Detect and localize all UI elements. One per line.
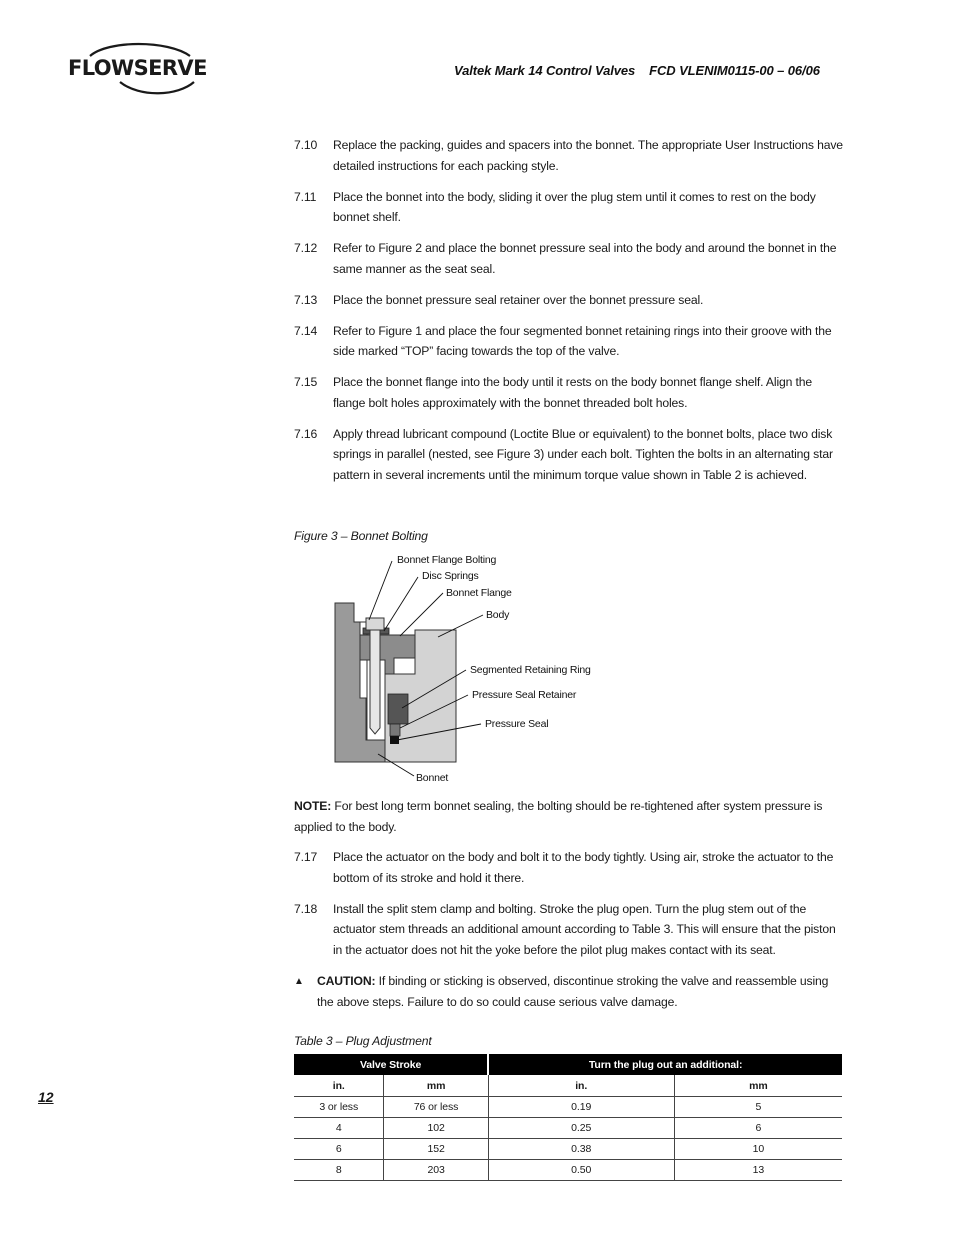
step-item	[294, 372, 846, 413]
label-disc-springs: Disc Springs	[422, 570, 479, 582]
table-cell: 0.38	[488, 1139, 674, 1160]
table-caption: Table 3 – Plug Adjustment	[294, 1034, 432, 1048]
step-number: 7.11	[294, 189, 317, 204]
step-item	[294, 424, 846, 486]
note-text: For best long term bonnet sealing, the bolting should be re-tightened after system pressure is applied to the body.	[294, 799, 823, 834]
caution-paragraph	[294, 971, 846, 1012]
step-number: 7.13	[294, 292, 318, 307]
note-lead: NOTE:	[294, 799, 332, 813]
table-cell: 13	[674, 1160, 842, 1181]
label-body: Body	[486, 609, 510, 621]
steps-list-b	[294, 847, 846, 971]
step-item	[294, 899, 846, 961]
column-header: mm	[674, 1075, 842, 1097]
warning-triangle-icon: ▲	[294, 976, 304, 987]
table-cell: 3 or less	[294, 1097, 384, 1118]
step-number: 7.17	[294, 850, 318, 864]
table-cell: 102	[384, 1118, 488, 1139]
step-text: Replace the packing, guides and spacers into the bonnet. The appropriate User Instructions have detailed instructions for each packing style.	[333, 138, 843, 173]
bonnet-flange-shape	[360, 635, 415, 674]
table-cell: 0.25	[488, 1118, 674, 1139]
label-segmented-retaining-ring: Segmented Retaining Ring	[470, 664, 591, 676]
step-item	[294, 187, 846, 228]
step-text: Refer to Figure 2 and place the bonnet pressure seal into the body and around the bonnet in the same manner as the seat seal.	[333, 241, 837, 276]
step-text: Install the split stem clamp and bolting. Stroke the plug open. Turn the plug stem out of the actuator stem threads an additional amount according to Table 3. This will ensure that the piston in the actuator does not hit the yoke before the pilot plug makes contact with its seat.	[333, 901, 836, 957]
step-number: 7.14	[294, 323, 318, 338]
step-text: Apply thread lubricant compound (Loctite Blue or equivalent) to the bonnet bolts, place two disk springs in parallel (nested, see Figure 3) under each bolt. Tighten the bolts in an alternating star pattern in several increments until the minimum torque value shown in Table 2 is achieved.	[333, 426, 833, 482]
step-item	[294, 847, 846, 888]
table-cell: 6	[674, 1118, 842, 1139]
figure-caption: Figure 3 – Bonnet Bolting	[294, 529, 428, 543]
table-cell: 5	[674, 1097, 842, 1118]
bonnet-bolting-figure	[330, 548, 610, 788]
caution-lead: CAUTION:	[317, 974, 376, 988]
step-item	[294, 321, 846, 362]
table-cell: 0.50	[488, 1160, 674, 1181]
step-number: 7.18	[294, 901, 318, 916]
table-row	[294, 1160, 842, 1181]
step-item	[294, 135, 846, 176]
step-item	[294, 238, 846, 279]
table-cell: 76 or less	[384, 1097, 488, 1118]
label-pressure-seal-retainer: Pressure Seal Retainer	[472, 689, 577, 701]
steps-list-a	[294, 135, 846, 496]
label-pressure-seal: Pressure Seal	[485, 718, 549, 730]
table-cell: 4	[294, 1118, 384, 1139]
column-header: in.	[488, 1075, 674, 1097]
table-group-header: Valve Stroke	[294, 1054, 488, 1075]
step-text: Refer to Figure 1 and place the four segmented bonnet retaining rings into their groove with the side marked “TOP” facing towards the top of the valve.	[333, 323, 832, 358]
table-row	[294, 1097, 842, 1118]
step-text: Place the bonnet pressure seal retainer over the bonnet pressure seal.	[333, 292, 704, 307]
step-text: Place the bonnet into the body, sliding it over the plug stem until it comes to rest on the body bonnet shelf.	[333, 189, 816, 224]
page-number: 12	[38, 1089, 54, 1105]
column-header: in.	[294, 1075, 384, 1097]
step-number: 7.16	[294, 426, 318, 441]
caution-text: If binding or sticking is observed, discontinue stroking the valve and reassemble using the above steps. Failure to do so could cause serious valve damage.	[317, 974, 829, 1009]
retaining-ring-shape	[388, 694, 408, 724]
step-number: 7.10	[294, 138, 318, 152]
table-cell: 6	[294, 1139, 384, 1160]
table-cell: 152	[384, 1139, 488, 1160]
label-bonnet: Bonnet	[416, 772, 449, 784]
document-title: Valtek Mark 14 Control Valves FCD VLENIM0115-00 – 06/06	[454, 63, 820, 78]
bolt-shank	[370, 630, 380, 734]
flowserve-logo	[68, 42, 208, 98]
table-cell: 8	[294, 1160, 384, 1181]
pressure-seal-retainer-shape	[390, 724, 400, 736]
table-row	[294, 1118, 842, 1139]
step-number: 7.15	[294, 375, 318, 389]
step-number: 7.12	[294, 241, 318, 255]
logo-text: FLOWSERVE	[68, 56, 207, 80]
table-cell: 203	[384, 1160, 488, 1181]
step-text: Place the actuator on the body and bolt it to the body tightly. Using air, stroke the actuator to the bottom of its stroke and hold it there.	[333, 850, 834, 885]
column-header: mm	[384, 1075, 488, 1097]
note-paragraph	[294, 796, 846, 837]
table-cell: 10	[674, 1139, 842, 1160]
plug-adjustment-table	[294, 1054, 842, 1181]
step-item	[294, 290, 846, 311]
label-bonnet-flange: Bonnet Flange	[446, 587, 512, 599]
table-cell: 0.19	[488, 1097, 674, 1118]
table-row	[294, 1139, 842, 1160]
table-group-header: Turn the plug out an additional:	[488, 1054, 842, 1075]
label-bonnet-flange-bolting: Bonnet Flange Bolting	[397, 554, 497, 566]
step-text: Place the bonnet flange into the body until it rests on the body bonnet flange shelf. Align the flange bolt holes approximately with the bonnet threaded bolt holes.	[333, 375, 813, 410]
